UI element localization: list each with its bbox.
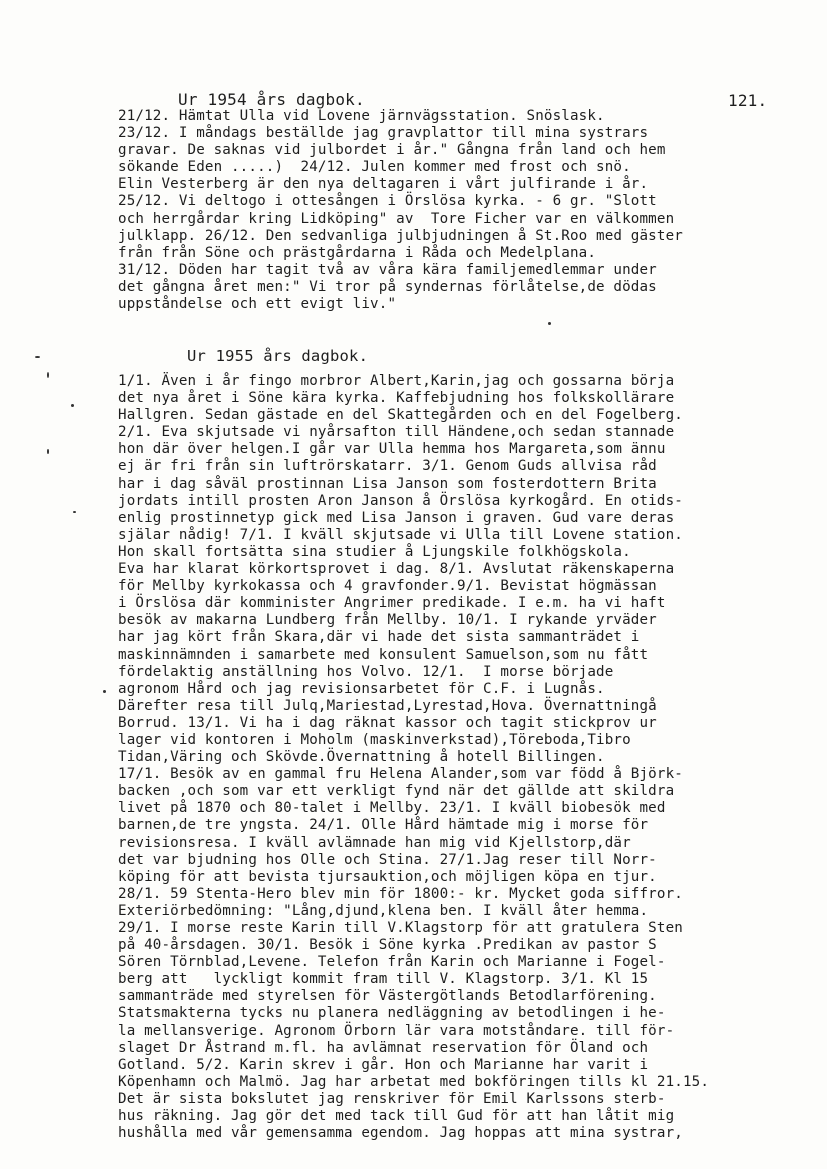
text-line: maskinnämnden i samarbete med konsulent Samuelson,som nu fått <box>118 646 649 663</box>
text-line: enlig prostinnetyp gick med Lisa Janson i graven. Gud vare deras <box>118 509 675 526</box>
text-line: hon där över helgen.I går var Ulla hemma hos Margareta,som ännu <box>118 441 666 458</box>
text-line: besök av makarna Lundberg från Mellby. 10/1. I rykande yrväder <box>118 612 657 629</box>
text-line: backen ,och som var ett verkligt fynd när det gällde att skildra <box>118 783 675 800</box>
scan-speck <box>548 322 551 325</box>
diary-entries-1955 <box>118 373 709 1142</box>
text-line: för Mellby kyrkokassa och 4 gravfonder.9/1. Bevistat högmässan <box>118 578 657 595</box>
text-line: Det är sista bokslutet jag renskriver för Emil Karlssons sterb- <box>118 1090 666 1107</box>
text-line: 23/12. I måndags beställde jag gravplattor till mina systrars <box>118 125 649 142</box>
text-line: la mellansverige. Agronom Örborn lär vara motståndare. till för- <box>118 1022 675 1039</box>
text-line: 21/12. Hämtat Ulla vid Lovene järnvägsstation. Snöslask. <box>118 108 605 124</box>
page-title: Ur 1954 års dagbok. <box>178 90 365 109</box>
text-line: ej är fri från sin luftrörskatarr. 3/1. Genom Guds allvisa råd <box>118 458 657 475</box>
text-line: 1/1. Även i år fingo morbror Albert,Karin,jag och gossarna börja <box>118 373 675 389</box>
text-line: har jag kört från Skara,där vi hade det sista sammanträdet i <box>118 629 640 646</box>
text-line: Hon skall fortsätta sina studier å Ljungskile folkhögskola. <box>118 543 631 560</box>
text-line: revisionsresa. I kväll avlämnade han mig vid Kjellstorp,där <box>118 834 631 851</box>
text-line: det var bjudning hos Olle och Stina. 27/1.Jag reser till Norr- <box>118 851 657 868</box>
text-line: Eva har klarat körkortsprovet i dag. 8/1. Avslutat räkenskaperna <box>118 561 675 578</box>
text-line: Borrud. 13/1. Vi ha i dag räknat kassor och tagit stickprov ur <box>118 714 657 731</box>
text-line: 2/1. Eva skjutsade vi nyårsafton till Händene,och sedan stannade <box>118 424 675 441</box>
section-title-1955: Ur 1955 års dagbok. <box>187 347 369 365</box>
text-line: och herrgårdar kring Lidköping" av Tore Ficher var en välkommen <box>118 210 675 227</box>
text-line: i Örslösa där komminister Angrimer predikade. I e.m. ha vi haft <box>118 595 666 612</box>
text-line: sammanträde med styrelsen för Västergötlands Betodlarförening. <box>118 988 657 1005</box>
text-line: Elin Vesterberg är den nya deltagaren i vårt julfirande i år. <box>118 176 649 193</box>
scan-speck <box>71 404 74 407</box>
diary-entries-1954 <box>118 108 683 313</box>
scan-speck <box>73 511 76 513</box>
text-line: Tidan,Väring och Skövde.Övernattning å hotell Billingen. <box>118 749 605 766</box>
text-line: Sören Törnblad,Levene. Telefon från Karin och Marianne i Fogel- <box>118 954 666 971</box>
text-line: 31/12. Döden har tagit två av våra kära familjemedlemmar under <box>118 261 657 278</box>
text-line: Hallgren. Sedan gästade en del Skattegården och en del Fogelberg. <box>118 407 683 424</box>
text-line: köping för att bevista tjursauktion,och möjligen köpa en tjur. <box>118 868 657 885</box>
text-line: agronom Hård och jag revisionsarbetet för C.F. i Lugnås. <box>118 680 605 697</box>
text-line: själar nådig! 7/1. I kväll skjutsade vi Ulla till Lovene station. <box>118 526 683 543</box>
text-line: gravar. De saknas vid julbordet i år." Gångna från land och hem <box>118 142 666 159</box>
text-line: Exteriörbedömning: "Lång,djund,klena ben. I kväll åter hemma. <box>118 902 649 919</box>
scan-speck <box>35 356 40 358</box>
text-line: från från Söne och prästgårdarna i Råda och Medelplana. <box>118 244 597 261</box>
text-line: på 40-årsdagen. 30/1. Besök i Söne kyrka .Predikan av pastor S <box>118 937 657 954</box>
text-line: livet på 1870 och 80-talet i Mellby. 23/1. I kväll biobesök med <box>118 800 666 817</box>
text-line: Därefter resa till Julq,Mariestad,Lyrestad,Hova. Övernattningå <box>118 697 657 714</box>
text-line: hus räkning. Jag gör det med tack till Gud för att han låtit mig <box>118 1108 675 1125</box>
text-line: lager vid kontoren i Moholm (maskinverkstad),Töreboda,Tibro <box>118 731 631 748</box>
text-line: fördelaktig anställning hos Volvo. 12/1. I morse började <box>118 663 614 680</box>
text-line: hushålla med vår gemensamma egendom. Jag hoppas att mina systrar, <box>118 1125 683 1142</box>
text-line: Gotland. 5/2. Karin skrev i går. Hon och Marianne har varit i <box>118 1056 649 1073</box>
text-line: julklapp. 26/12. Den sedvanliga julbjudningen å St.Roo med gäster <box>118 227 683 244</box>
text-line: 17/1. Besök av en gammal fru Helena Alander,som var född å Björk- <box>118 766 683 783</box>
scan-speck <box>47 449 49 454</box>
text-line: berg att lyckligt kommit fram till V. Klagstorp. 3/1. Kl 15 <box>118 971 649 988</box>
text-line: slaget Dr Åstrand m.fl. ha avlämnat reservation för Öland och <box>118 1039 649 1056</box>
text-line: 28/1. 59 Stenta-Hero blev min för 1800:- kr. Mycket goda siffror. <box>118 885 683 902</box>
text-line: 25/12. Vi deltogo i ottesången i Örslösa kyrka. - 6 gr. "Slott <box>118 193 657 210</box>
text-line: har i dag såväl prostinnan Lisa Janson som fosterdottern Brita <box>118 475 657 492</box>
text-line: 29/1. I morse reste Karin till V.Klagstorp för att gratulera Sten <box>118 920 683 936</box>
text-line: Köpenhamn och Malmö. Jag har arbetat med bokföringen tills kl 21.15. <box>118 1073 710 1090</box>
text-line: det gångna året men:" Vi tror på syndernas förlåtelse,de dödas <box>118 278 657 295</box>
text-line: jordats intill prosten Aron Janson å Örslösa kyrkogård. En otids- <box>118 492 683 509</box>
text-line: uppståndelse och ett evigt liv." <box>118 296 397 313</box>
scan-speck <box>103 690 106 693</box>
page-number: 121. <box>728 91 768 110</box>
text-line: sökande Eden .....) 24/12. Julen kommer med frost och snö. <box>118 159 631 176</box>
scan-speck <box>47 372 49 378</box>
text-line: det nya året i Söne kära kyrka. Kaffebjudning hos folkskollärare <box>118 390 675 407</box>
text-line: Statsmakterna tycks nu planera nedläggning av betodlingen i he- <box>118 1005 666 1022</box>
text-line: barnen,de tre yngsta. 24/1. Olle Hård hämtade mig i morse för <box>118 817 649 834</box>
